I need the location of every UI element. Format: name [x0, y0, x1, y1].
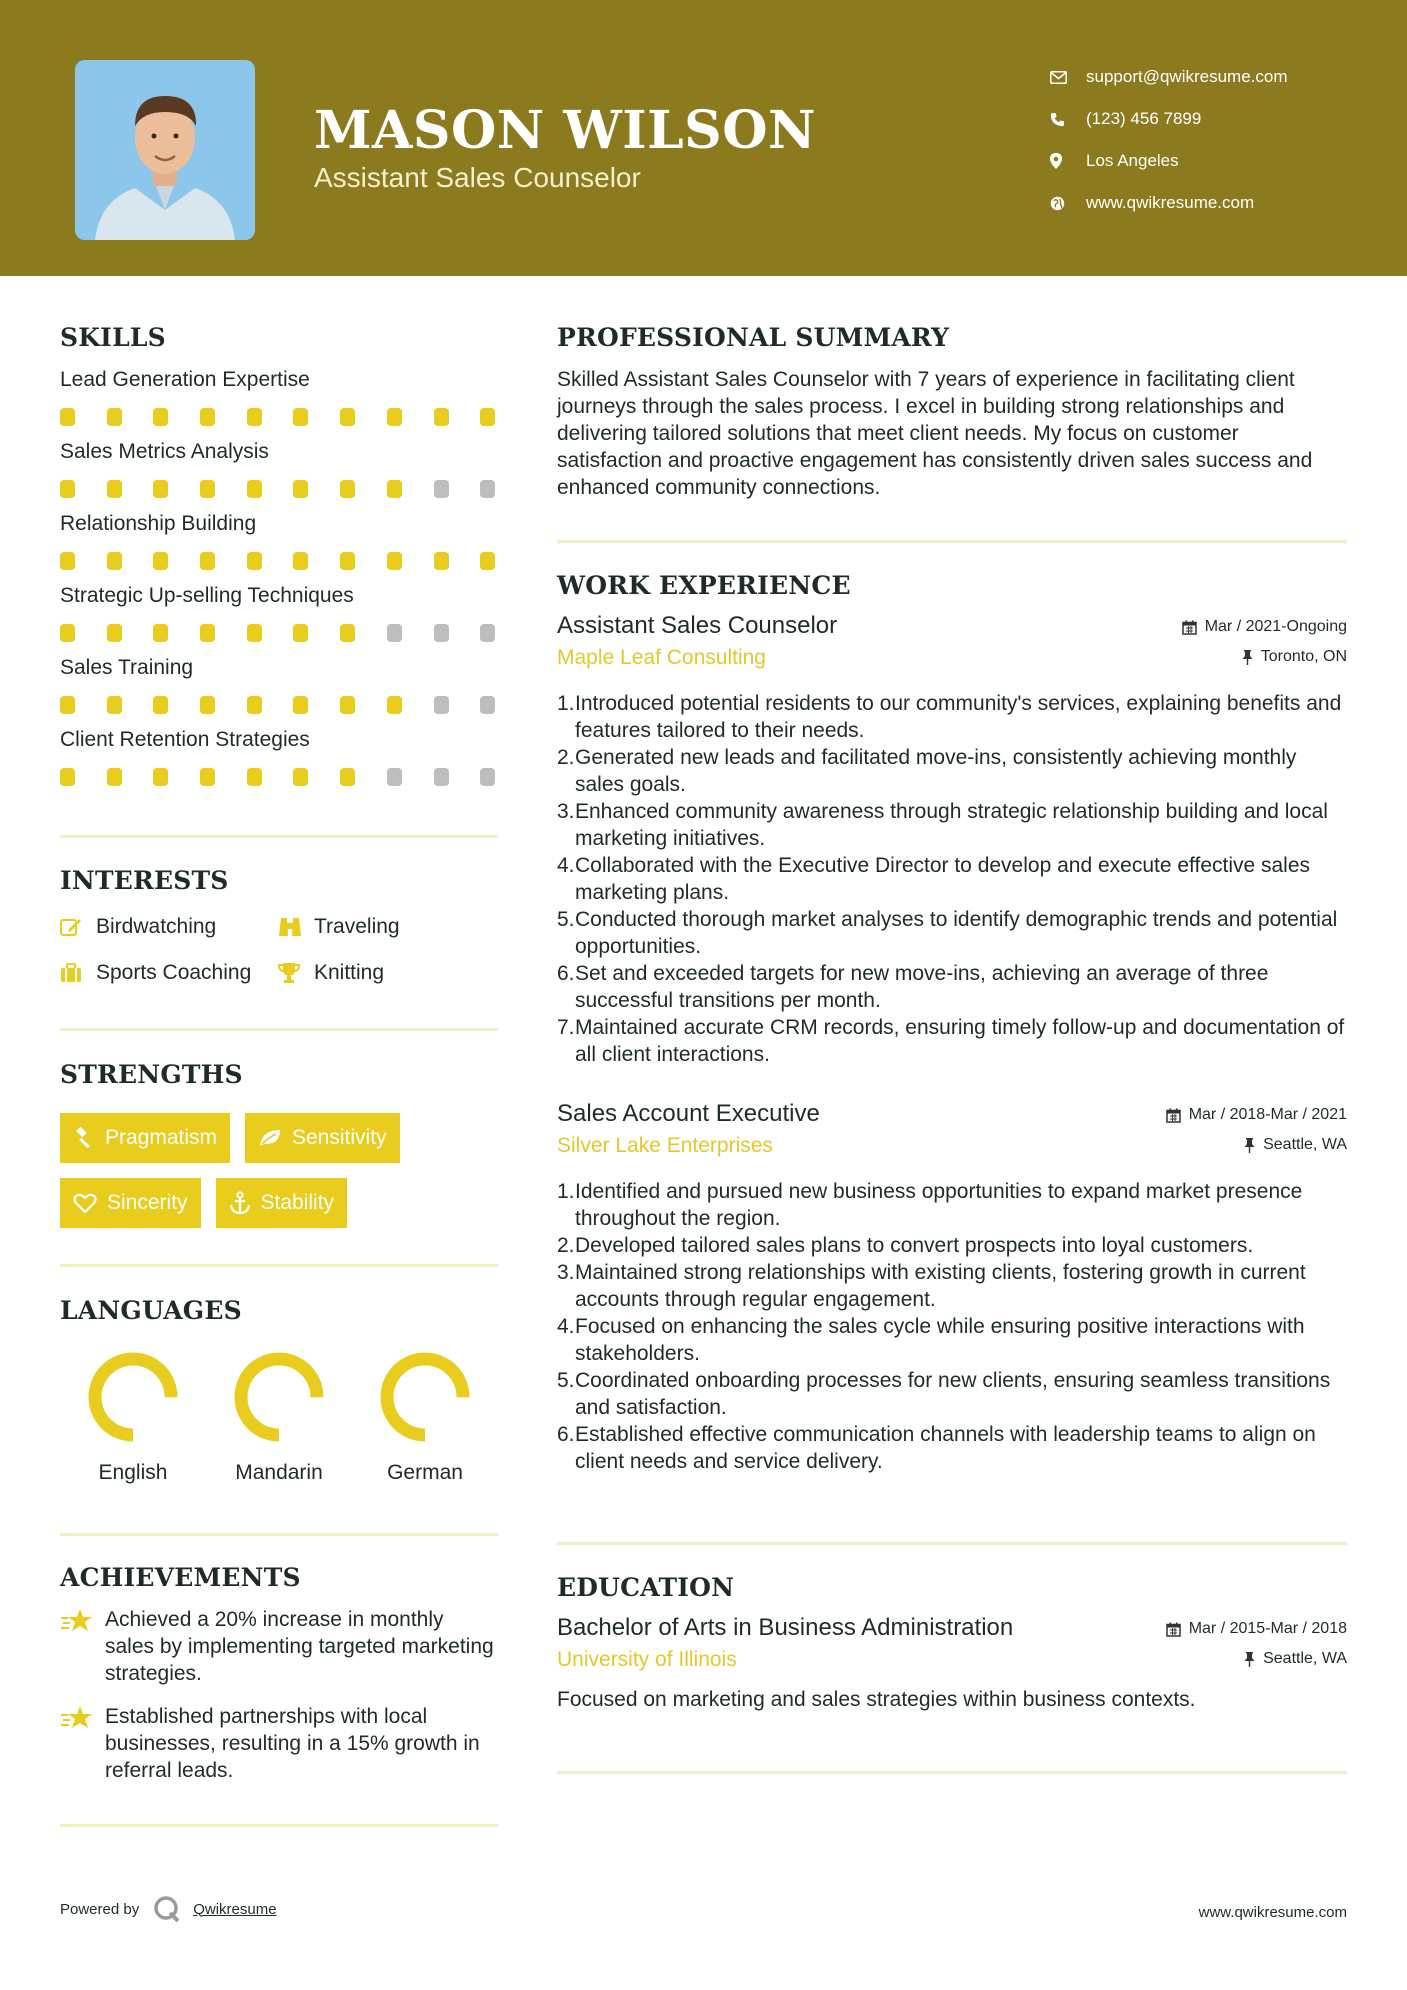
achievement-item — [60, 1606, 498, 1687]
pushpin-icon — [1242, 650, 1253, 665]
job-bullet: 4. Collaborated with the Executive Director to develop and execute effective sales marketing plans. — [557, 852, 1347, 906]
strength-tag — [60, 1113, 230, 1163]
skill-item — [60, 438, 498, 512]
summary-title: PROFESSIONAL SUMMARY — [557, 323, 950, 352]
strengths-list — [60, 1113, 490, 1228]
contact-email-text: support@qwikresume.com — [1086, 67, 1288, 86]
job-dates — [1166, 1100, 1347, 1130]
job-bullet-text: Generated new leads and facilitated move-ins, consistently achieving monthly sales goals. — [575, 746, 1297, 796]
language-label: German — [387, 1461, 463, 1484]
education-title: EDUCATION — [557, 1573, 735, 1602]
job-bullet-text: Identified and pursued new business opportunities to expand market presence throughout the region. — [575, 1180, 1303, 1230]
skill-item — [60, 654, 498, 728]
rating-dot-filled — [293, 552, 308, 570]
divider — [557, 540, 1347, 543]
job-bullet-text: Established effective communication channels with leadership teams to align on client needs and service delivery. — [575, 1423, 1316, 1473]
education-section — [557, 1573, 1347, 1713]
job-location — [1182, 642, 1347, 672]
rating-dot-empty — [480, 768, 495, 786]
rating-dot-empty — [387, 624, 402, 642]
rating-dot-filled — [387, 552, 402, 570]
strength-label: Sincerity — [107, 1191, 188, 1214]
calendar-icon — [1166, 1622, 1181, 1637]
skill-name: Sales Training — [60, 656, 194, 679]
language-progress-ring — [83, 1347, 183, 1447]
rating-dot-filled — [200, 408, 215, 426]
rating-dot-empty — [434, 768, 449, 786]
star-icon — [60, 1703, 105, 1784]
rating-dot-filled — [200, 696, 215, 714]
job-title: Assistant Sales Counselor — [557, 612, 838, 639]
candidate-role: Assistant Sales Counselor — [314, 162, 641, 193]
divider — [557, 1771, 1347, 1774]
interests-section — [60, 866, 498, 987]
rating-dot-filled — [60, 624, 75, 642]
interest-label: Sports Coaching — [96, 961, 252, 984]
footer-powered-by — [60, 1895, 277, 1923]
rating-dot-filled — [387, 696, 402, 714]
briefcase-icon — [60, 963, 96, 983]
divider — [60, 1028, 498, 1031]
rating-dot-filled — [434, 552, 449, 570]
skill-item — [60, 366, 498, 440]
interest-label: Knitting — [314, 961, 385, 984]
calendar-icon — [1182, 620, 1197, 635]
job-bullet: 3. Enhanced community awareness through strategic relationship building and local marketing initiatives. — [557, 798, 1347, 852]
rating-dot-filled — [107, 696, 122, 714]
language-progress-ring — [375, 1347, 475, 1447]
job-company: Maple Leaf Consulting — [557, 646, 766, 669]
languages-section — [60, 1296, 498, 1485]
rating-dot-filled — [247, 480, 262, 498]
rating-dot-filled — [107, 768, 122, 786]
rating-dot-filled — [480, 408, 495, 426]
map-pin-icon — [1050, 153, 1086, 169]
strength-tag — [245, 1113, 400, 1163]
rating-dot-filled — [153, 480, 168, 498]
rating-dot-filled — [340, 408, 355, 426]
rating-dot-filled — [200, 480, 215, 498]
rating-dot-filled — [340, 552, 355, 570]
rating-dot-filled — [200, 624, 215, 642]
job-company: Silver Lake Enterprises — [557, 1134, 773, 1157]
job-bullet: 5. Conducted thorough market analyses to identify demographic trends and potential opportunities. — [557, 906, 1347, 960]
interest-item — [278, 959, 478, 987]
profile-photo — [75, 60, 255, 240]
interest-item — [60, 913, 278, 941]
education-description: Focused on marketing and sales strategies within business contexts. — [557, 1688, 1196, 1711]
skill-rating — [60, 610, 498, 656]
achievement-text: Achieved a 20% increase in monthly sales by implementing targeted marketing strategies. — [105, 1608, 494, 1685]
contact-phone[interactable] — [1050, 98, 1288, 140]
rating-dot-filled — [434, 408, 449, 426]
job-bullets — [557, 1178, 1347, 1475]
skill-rating — [60, 394, 498, 440]
job-bullet-text: Collaborated with the Executive Director to develop and execute effective sales marketing plans. — [575, 854, 1311, 904]
rating-dot-empty — [480, 624, 495, 642]
contact-website[interactable] — [1050, 182, 1288, 224]
job-bullet: 7. Maintained accurate CRM records, ensuring timely follow-up and documentation of all client interactions. — [557, 1014, 1347, 1068]
contact-location-text: Los Angeles — [1086, 151, 1179, 170]
interest-item — [60, 959, 278, 987]
language-label: Mandarin — [235, 1461, 323, 1484]
rating-dot-filled — [200, 768, 215, 786]
phone-icon — [1050, 112, 1086, 127]
interest-item — [278, 913, 478, 941]
rating-dot-filled — [247, 696, 262, 714]
divider — [60, 1264, 498, 1267]
rating-dot-filled — [60, 768, 75, 786]
trophy-icon — [278, 962, 314, 984]
job-bullet-text: Conducted thorough market analyses to identify demographic trends and potential opportunities. — [575, 908, 1338, 958]
job-bullet: 1. Introduced potential residents to our community's services, explaining benefits and features tailored to their needs. — [557, 690, 1347, 744]
job-bullet-text: Developed tailored sales plans to convert prospects into loyal customers. — [575, 1234, 1254, 1257]
summary-text: Skilled Assistant Sales Counselor with 7 years of experience in facilitating client journeys through the sales process. I excel in building strong relationships and delivering tailored solutions that meet client needs. My focus on customer satisfaction and proactive engagement has consistently driven sales success and enhanced community connections. — [557, 368, 1313, 499]
skill-rating — [60, 538, 498, 584]
candidate-name: MASON WILSON — [314, 100, 817, 161]
education-location-text: Seattle, WA — [1263, 1650, 1347, 1667]
job-bullet-text: Introduced potential residents to our community's services, explaining benefits and features tailored to their needs. — [575, 692, 1342, 742]
achievements-section — [60, 1563, 498, 1784]
job-location-text: Seattle, WA — [1263, 1136, 1347, 1153]
job-bullet-text: Coordinated onboarding processes for new clients, ensuring seamless transitions and satisfaction. — [575, 1369, 1331, 1419]
skill-name: Lead Generation Expertise — [60, 368, 310, 391]
strength-tag — [216, 1178, 348, 1228]
star-icon — [60, 1606, 105, 1687]
job-bullet: 6. Set and exceeded targets for new move-ins, achieving an average of three successful transitions per month. — [557, 960, 1347, 1014]
resume-header — [0, 0, 1407, 276]
interest-label: Traveling — [314, 915, 400, 938]
powered-by-label: Powered by — [60, 1900, 140, 1918]
job-dates-text: Mar / 2021-Ongoing — [1204, 618, 1347, 635]
job-bullet-text: Focused on enhancing the sales cycle while ensuring positive interactions with stakeholders. — [575, 1315, 1305, 1365]
rating-dot-filled — [340, 768, 355, 786]
job-bullet: 2. Developed tailored sales plans to convert prospects into loyal customers. — [557, 1234, 1254, 1257]
strengths-section — [60, 1060, 498, 1228]
interests-list — [60, 913, 498, 987]
anchor-icon — [229, 1191, 251, 1215]
achievement-item — [60, 1703, 498, 1784]
skill-name: Relationship Building — [60, 512, 257, 535]
strength-tag — [60, 1178, 201, 1228]
divider — [60, 1533, 498, 1536]
experience-section — [557, 571, 1347, 1475]
education-dates — [1166, 1614, 1347, 1644]
job-bullet-text: Maintained accurate CRM records, ensuring timely follow-up and documentation of all client interactions. — [575, 1016, 1345, 1066]
education-location — [1166, 1644, 1347, 1674]
interest-label: Birdwatching — [96, 915, 217, 938]
strengths-title: STRENGTHS — [60, 1060, 243, 1089]
rating-dot-filled — [107, 480, 122, 498]
binoculars-icon — [278, 916, 314, 938]
rating-dot-filled — [153, 408, 168, 426]
school-name: University of Illinois — [557, 1648, 737, 1671]
qwikresume-link[interactable]: Qwikresume — [193, 1900, 277, 1918]
rating-dot-filled — [60, 552, 75, 570]
skill-name: Client Retention Strategies — [60, 728, 310, 751]
job-bullet-text: Set and exceeded targets for new move-ins, achieving an average of three successful transitions per month. — [575, 962, 1269, 1012]
experience-title: WORK EXPERIENCE — [557, 571, 851, 600]
pencil-icon — [60, 917, 96, 937]
rating-dot-filled — [293, 624, 308, 642]
envelope-icon — [1050, 71, 1086, 84]
rating-dot-filled — [247, 408, 262, 426]
skills-list — [60, 366, 498, 800]
achievements-title: ACHIEVEMENTS — [60, 1563, 301, 1592]
rating-dot-filled — [293, 768, 308, 786]
rating-dot-filled — [247, 552, 262, 570]
job-bullet: 2. Generated new leads and facilitated move-ins, consistently achieving monthly sales goals. — [557, 744, 1347, 798]
job-entry — [557, 1100, 1347, 1475]
skill-name: Sales Metrics Analysis — [60, 440, 269, 463]
skill-rating — [60, 754, 498, 800]
rating-dot-filled — [60, 696, 75, 714]
rating-dot-filled — [293, 480, 308, 498]
rating-dot-filled — [107, 552, 122, 570]
rating-dot-empty — [434, 624, 449, 642]
skills-title: SKILLS — [60, 323, 166, 352]
language-item — [352, 1347, 498, 1485]
calendar-icon — [1166, 1108, 1181, 1123]
globe-icon — [1050, 196, 1086, 211]
rating-dot-filled — [153, 696, 168, 714]
contact-email[interactable] — [1050, 56, 1288, 98]
rating-dot-empty — [480, 480, 495, 498]
job-bullet: 5. Coordinated onboarding processes for new clients, ensuring seamless transitions and satisfaction. — [557, 1367, 1347, 1421]
footer-website[interactable]: www.qwikresume.com — [1198, 1904, 1347, 1921]
skill-name: Strategic Up-selling Techniques — [60, 584, 354, 607]
rating-dot-filled — [200, 552, 215, 570]
rating-dot-filled — [293, 696, 308, 714]
skill-item — [60, 726, 498, 800]
rating-dot-filled — [60, 408, 75, 426]
rating-dot-filled — [107, 408, 122, 426]
contact-website-text: www.qwikresume.com — [1086, 193, 1255, 212]
job-dates-text: Mar / 2018-Mar / 2021 — [1188, 1106, 1347, 1123]
interests-title: INTERESTS — [60, 866, 229, 895]
job-bullets — [557, 690, 1347, 1068]
pushpin-icon — [1244, 1138, 1255, 1153]
rating-dot-filled — [247, 624, 262, 642]
rating-dot-empty — [434, 696, 449, 714]
rating-dot-filled — [60, 480, 75, 498]
job-bullet-text: Enhanced community awareness through strategic relationship building and local marketing initiatives. — [575, 800, 1328, 850]
rating-dot-filled — [153, 624, 168, 642]
rating-dot-filled — [340, 696, 355, 714]
rating-dot-filled — [293, 408, 308, 426]
contact-list — [1050, 56, 1288, 224]
rating-dot-filled — [247, 768, 262, 786]
skill-item — [60, 582, 498, 656]
leaf-icon — [258, 1128, 282, 1148]
contact-phone-text: (123) 456 7899 — [1086, 109, 1202, 128]
strength-label: Stability — [260, 1191, 335, 1214]
summary-section — [557, 323, 1347, 501]
divider — [557, 1542, 1347, 1545]
language-item — [60, 1347, 206, 1485]
education-dates-text: Mar / 2015-Mar / 2018 — [1188, 1620, 1347, 1637]
divider — [60, 1824, 498, 1827]
strength-label: Pragmatism — [105, 1126, 218, 1149]
skill-item — [60, 510, 498, 584]
rating-dot-filled — [387, 480, 402, 498]
contact-location — [1050, 140, 1288, 182]
pushpin-icon — [1244, 1652, 1255, 1667]
rating-dot-filled — [480, 552, 495, 570]
rating-dot-empty — [480, 696, 495, 714]
rating-dot-filled — [153, 552, 168, 570]
language-item — [206, 1347, 352, 1485]
job-bullet: 3. Maintained strong relationships with existing clients, fostering growth in current accounts through regular engagement. — [557, 1259, 1347, 1313]
rating-dot-empty — [434, 480, 449, 498]
strength-label: Sensitivity — [292, 1126, 387, 1149]
job-bullet: 4. Focused on enhancing the sales cycle while ensuring positive interactions with stakeholders. — [557, 1313, 1347, 1367]
heart-icon — [73, 1193, 97, 1214]
rating-dot-filled — [340, 624, 355, 642]
language-progress-ring — [229, 1347, 329, 1447]
job-dates — [1182, 612, 1347, 642]
language-label: English — [98, 1461, 168, 1484]
job-title: Sales Account Executive — [557, 1100, 820, 1127]
job-location-text: Toronto, ON — [1260, 648, 1347, 665]
degree-title: Bachelor of Arts in Business Administration — [557, 1614, 1014, 1641]
job-location — [1166, 1130, 1347, 1160]
rating-dot-filled — [340, 480, 355, 498]
rating-dot-filled — [387, 408, 402, 426]
job-bullet: 6. Established effective communication channels with leadership teams to align on client needs and service delivery. — [557, 1421, 1347, 1475]
rating-dot-filled — [153, 768, 168, 786]
rating-dot-empty — [387, 768, 402, 786]
divider — [60, 835, 498, 838]
languages-list — [60, 1347, 498, 1485]
job-entry — [557, 612, 1347, 1068]
gavel-icon — [73, 1127, 95, 1149]
rating-dot-filled — [107, 624, 122, 642]
skill-rating — [60, 466, 498, 512]
achievement-text: Established partnerships with local businesses, resulting in a 15% growth in referral leads. — [105, 1705, 480, 1782]
job-bullet: 1. Identified and pursued new business opportunities to expand market presence throughout the region. — [557, 1178, 1347, 1232]
skill-rating — [60, 682, 498, 728]
languages-title: LANGUAGES — [60, 1296, 242, 1325]
job-bullet-text: Maintained strong relationships with existing clients, fostering growth in current accounts through regular engagement. — [575, 1261, 1306, 1311]
qwikresume-logo-icon — [153, 1895, 181, 1923]
skills-section — [60, 323, 498, 798]
